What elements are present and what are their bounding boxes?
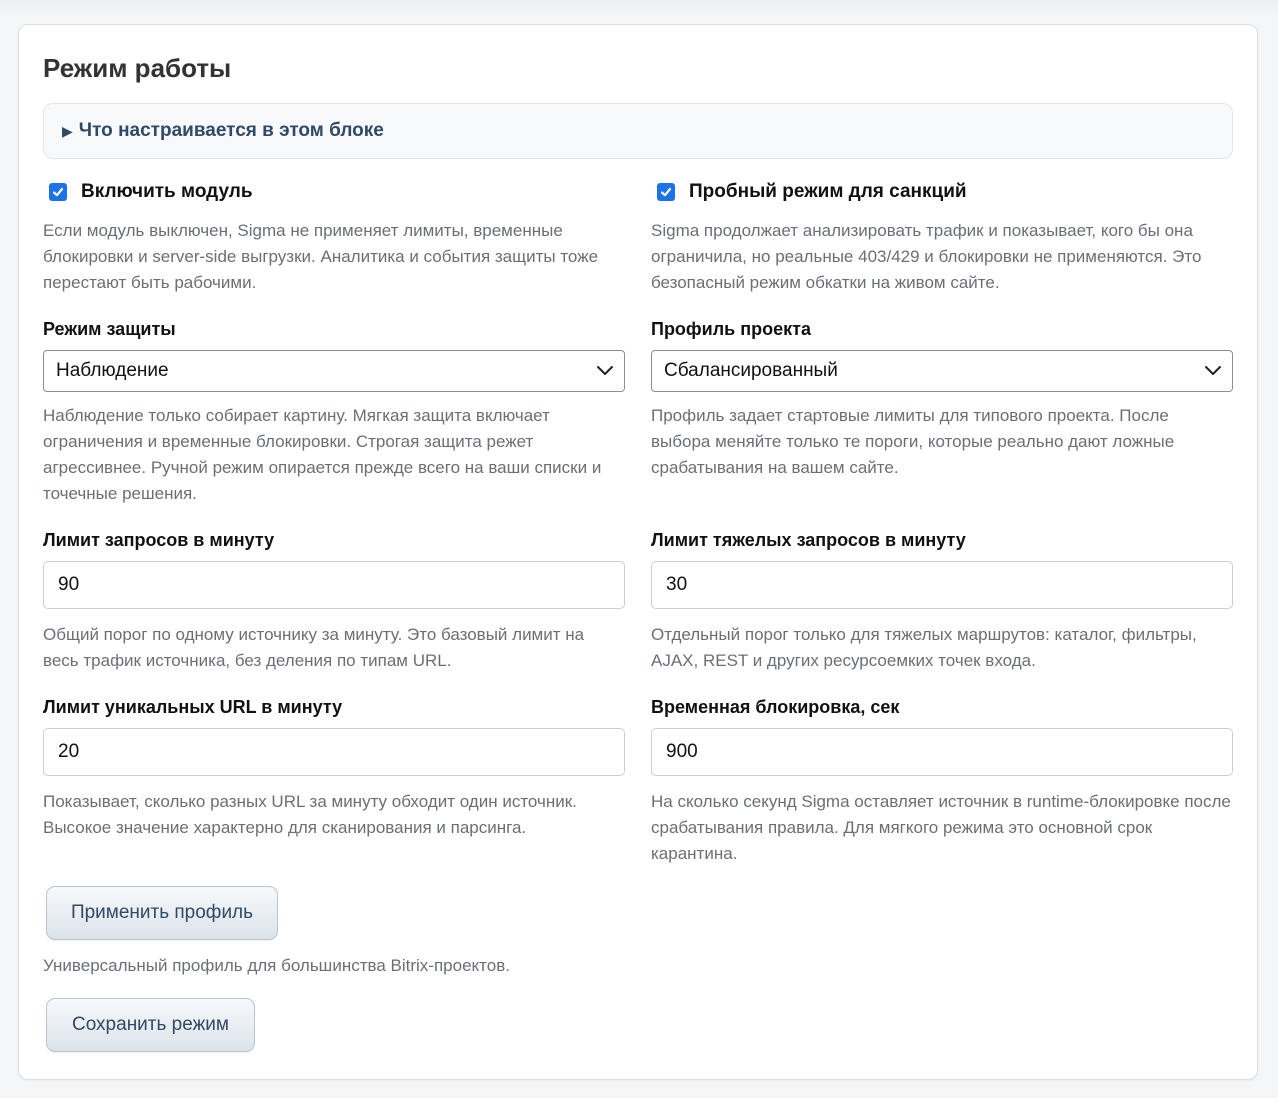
- enable-module-help: Если модуль выключен, Sigma не применяет лимиты, временные блокировки и server-side выгрузки. Аналитика и события защиты тоже перестают быть рабочими.: [43, 221, 599, 292]
- enable-module-checkbox[interactable]: [49, 183, 67, 201]
- chevron-down-icon: [596, 365, 614, 377]
- apply-profile-note: Универсальный профиль для большинства Bitrix-проектов.: [43, 956, 510, 975]
- unique-url-limit-input[interactable]: [43, 728, 625, 776]
- details-summary-label: Что настраивается в этом блоке: [78, 120, 384, 141]
- trial-mode-row[interactable]: [651, 181, 967, 203]
- left-column: [43, 25, 625, 1079]
- requests-limit-help: Общий порог по одному источнику за минуту. Это базовый лимит на весь трафик источника, без деления по типам URL.: [43, 625, 585, 670]
- temp-block-value: 900: [666, 741, 698, 762]
- temp-block-input[interactable]: [651, 728, 1233, 776]
- temp-block-help: На сколько секунд Sigma оставляет источник в runtime-блокировке после срабатывания правила. Для мягкого режима это основной срок карантина.: [651, 792, 1231, 863]
- chevron-down-icon: [1204, 365, 1222, 377]
- heavy-limit-value: 30: [666, 574, 688, 595]
- trial-mode-checkbox[interactable]: [657, 183, 675, 201]
- trial-mode-help: Sigma продолжает анализировать трафик и показывает, кого бы она ограничила, но реальные 403/429 и блокировки не применяются. Это безопасный режим обкатки на живом сайте.: [651, 221, 1202, 292]
- project-profile-select[interactable]: [651, 350, 1233, 392]
- protection-mode-select[interactable]: [43, 350, 625, 392]
- apply-profile-button[interactable]: Применить профиль: [46, 886, 278, 940]
- enable-module-row[interactable]: [43, 181, 253, 203]
- section-title: Режим работы: [43, 53, 232, 83]
- heavy-limit-input[interactable]: [651, 561, 1233, 609]
- triangle-right-icon: ▶: [62, 123, 73, 139]
- requests-limit-label: Лимит запросов в минуту: [43, 530, 275, 550]
- unique-url-limit-help: Показывает, сколько разных URL за минуту обходит один источник. Высокое значение характерно для сканирования и парсинга.: [43, 792, 577, 837]
- protection-mode-value: Наблюдение: [56, 360, 169, 381]
- checkmark-icon: [660, 186, 672, 198]
- top-bar: [0, 0, 1278, 18]
- heavy-limit-label: Лимит тяжелых запросов в минуту: [651, 530, 966, 550]
- temp-block-label: Временная блокировка, сек: [651, 697, 900, 717]
- enable-module-label: Включить модуль: [81, 181, 253, 202]
- project-profile-label: Профиль проекта: [651, 319, 811, 339]
- requests-limit-input[interactable]: [43, 561, 625, 609]
- protection-mode-help: Наблюдение только собирает картину. Мягкая защита включает ограничения и временные блокировки. Строгая защита режет агрессивнее. Ручной режим опирается прежде всего на ваши списки и точечные решения.: [43, 406, 602, 503]
- settings-card: [18, 24, 1258, 1080]
- unique-url-limit-label: Лимит уникальных URL в минуту: [43, 697, 343, 717]
- project-profile-value: Сбалансированный: [664, 360, 838, 381]
- trial-mode-label: Пробный режим для санкций: [689, 181, 967, 202]
- requests-limit-value: 90: [58, 574, 80, 595]
- unique-url-limit-value: 20: [58, 741, 80, 762]
- protection-mode-label: Режим защиты: [43, 319, 176, 339]
- save-mode-button[interactable]: Сохранить режим: [46, 998, 255, 1052]
- right-column: [651, 25, 1233, 1079]
- heavy-limit-help: Отдельный порог только для тяжелых маршрутов: каталог, фильтры, AJAX, REST и других ресурсоемких точек входа.: [651, 625, 1197, 670]
- checkmark-icon: [52, 186, 64, 198]
- project-profile-help: Профиль задает стартовые лимиты для типового проекта. После выбора меняйте только те пороги, которые реально дают ложные срабатывания на вашем сайте.: [651, 406, 1175, 477]
